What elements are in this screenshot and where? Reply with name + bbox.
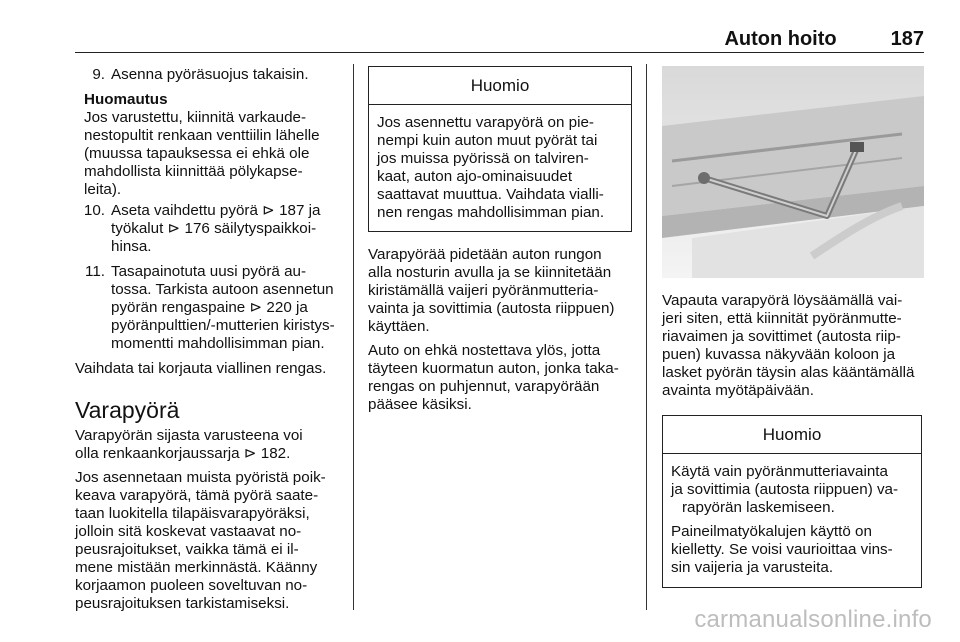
paragraph-line: peusrajoitukset, vaikka tämä ei il- bbox=[75, 541, 299, 558]
step-line: tossa. Tarkista autoon asennetun bbox=[111, 281, 334, 298]
caution-title: Huomio bbox=[663, 416, 921, 454]
page-number: 187 bbox=[890, 28, 924, 50]
step-line: Aseta vaihdettu pyörä ⊳ 187 ja bbox=[111, 202, 321, 219]
step-number: 10. bbox=[83, 202, 105, 219]
step-number: 9. bbox=[92, 66, 105, 83]
paragraph-line: pääsee käsiksi. bbox=[368, 396, 472, 413]
caution-line: Paineilmatyökalujen käyttö on bbox=[671, 523, 872, 540]
caution-line: Käytä vain pyöränmutteriavainta bbox=[671, 463, 888, 480]
paragraph bbox=[368, 342, 632, 414]
note-line: (muussa tapauksessa ei ehkä ole bbox=[84, 145, 310, 162]
caution-line: kielletty. Se voisi vaurioittaa vins- bbox=[671, 541, 893, 558]
step-text: Asenna pyöräsuojus takaisin. bbox=[111, 66, 309, 83]
step-line: hinsa. bbox=[111, 238, 152, 255]
paragraph-line: puen) kuvassa näkyvään koloon ja bbox=[662, 346, 896, 363]
step-11 bbox=[75, 263, 345, 353]
paragraph-line: olla renkaankorjaussarja ⊳ 182. bbox=[75, 445, 291, 462]
paragraph-line: korjaamon puoleen soveltuvan no- bbox=[75, 577, 308, 594]
column-2 bbox=[368, 66, 632, 414]
caution-line: rapyörän laskemiseen. bbox=[682, 499, 835, 516]
paragraph-line: alla nosturin avulla ja se kiinnitetään bbox=[368, 264, 612, 281]
spare-wheel-illustration bbox=[662, 66, 924, 278]
paragraph bbox=[368, 246, 632, 336]
step-line: momentti mahdollisimman pian. bbox=[111, 335, 325, 352]
step-line: pyörän rengaspaine ⊳ 220 ja bbox=[111, 299, 308, 316]
header-rule bbox=[75, 52, 924, 53]
step-9 bbox=[75, 66, 345, 84]
paragraph-line: jolloin sitä koskevat vastaavat no- bbox=[75, 523, 302, 540]
caution-line: Jos asennettu varapyörä on pie- bbox=[377, 114, 594, 131]
note-line: leita). bbox=[84, 181, 122, 198]
paragraph-line: Jos asennetaan muista pyöristä poik- bbox=[75, 469, 326, 486]
paragraph-line: Varapyörää pidetään auton rungon bbox=[368, 246, 602, 263]
paragraph-line: riavaimen ja sovittimet (autosta riip- bbox=[662, 328, 901, 345]
column-1 bbox=[75, 66, 345, 613]
paragraph bbox=[662, 292, 928, 400]
paragraph-line: vainta ja sovittimia (autosta riippuen) bbox=[368, 300, 615, 317]
column-3 bbox=[662, 292, 928, 588]
paragraph-line: mene mistään merkinnästä. Käänny bbox=[75, 559, 318, 576]
note-line: nestopultit renkaan venttiilin lähelle bbox=[84, 127, 320, 144]
note-line: mahdollista kiinnittää pölykapse- bbox=[84, 163, 303, 180]
caution-line: nen rengas mahdollisimman pian. bbox=[377, 204, 605, 221]
paragraph-line: Varapyörän sijasta varusteena voi bbox=[75, 427, 303, 444]
wrench-illustration-svg bbox=[662, 66, 924, 278]
caution-line: nempi kuin auton muut pyörät tai bbox=[377, 132, 598, 149]
paragraph: Vaihdata tai korjauta viallinen rengas. bbox=[75, 360, 327, 377]
step-line: työkalut ⊳ 176 säilytyspaikkoi- bbox=[111, 220, 317, 237]
column-divider bbox=[646, 64, 647, 610]
note bbox=[75, 91, 345, 199]
caution-line: sin vaijeria ja varusteita. bbox=[671, 559, 834, 576]
caution-box bbox=[662, 415, 922, 588]
paragraph-line: Vapauta varapyörä löysäämällä vai- bbox=[662, 292, 903, 309]
section-heading: Varapyörä bbox=[75, 397, 180, 423]
paragraph-line: käyttäen. bbox=[368, 318, 430, 335]
step-line: Tasapainotuta uusi pyörä au- bbox=[111, 263, 307, 280]
paragraph-line: täyteen kuormatun auton, jonka taka- bbox=[368, 360, 619, 377]
header-title: Auton hoito bbox=[724, 28, 837, 50]
caution-line: kaat, auton ajo-ominaisuudet bbox=[377, 168, 573, 185]
note-heading: Huomautus bbox=[84, 91, 168, 108]
step-10 bbox=[75, 202, 345, 256]
paragraph-line: jeri siten, että kiinnität pyöränmutte- bbox=[662, 310, 902, 327]
paragraph bbox=[75, 427, 345, 463]
column-divider bbox=[353, 64, 354, 610]
caution-title: Huomio bbox=[369, 67, 631, 105]
paragraph-line: avainta myötäpäivään. bbox=[662, 382, 814, 399]
step-number: 11. bbox=[85, 263, 105, 280]
running-header bbox=[724, 28, 924, 50]
paragraph bbox=[75, 469, 345, 613]
caution-box bbox=[368, 66, 632, 232]
note-line: Jos varustettu, kiinnitä varkaude- bbox=[84, 109, 307, 126]
paragraph-line: keava varapyörä, tämä pyörä saate- bbox=[75, 487, 319, 504]
paragraph-line: rengas on puhjennut, varapyörään bbox=[368, 378, 600, 395]
paragraph-line: Auto on ehkä nostettava ylös, jotta bbox=[368, 342, 601, 359]
watermark: carmanualsonline.info bbox=[694, 606, 932, 633]
paragraph-line: peusrajoituksen tarkistamiseksi. bbox=[75, 595, 290, 612]
paragraph-line: lasket pyörän täysin alas kääntämällä bbox=[662, 364, 915, 381]
caution-line: jos muissa pyörissä on talviren- bbox=[377, 150, 589, 167]
paragraph-line: taan luokitella tilapäisvarapyöräksi, bbox=[75, 505, 310, 522]
paragraph-line: kiristämällä vaijeri pyöränmutteria- bbox=[368, 282, 599, 299]
caution-line: saattavat muuttua. Vaihdata vialli- bbox=[377, 186, 604, 203]
caution-line: ja sovittimia (autosta riippuen) va- bbox=[671, 481, 899, 498]
step-line: pyöränpulttien/-mutterien kiristys- bbox=[111, 317, 335, 334]
